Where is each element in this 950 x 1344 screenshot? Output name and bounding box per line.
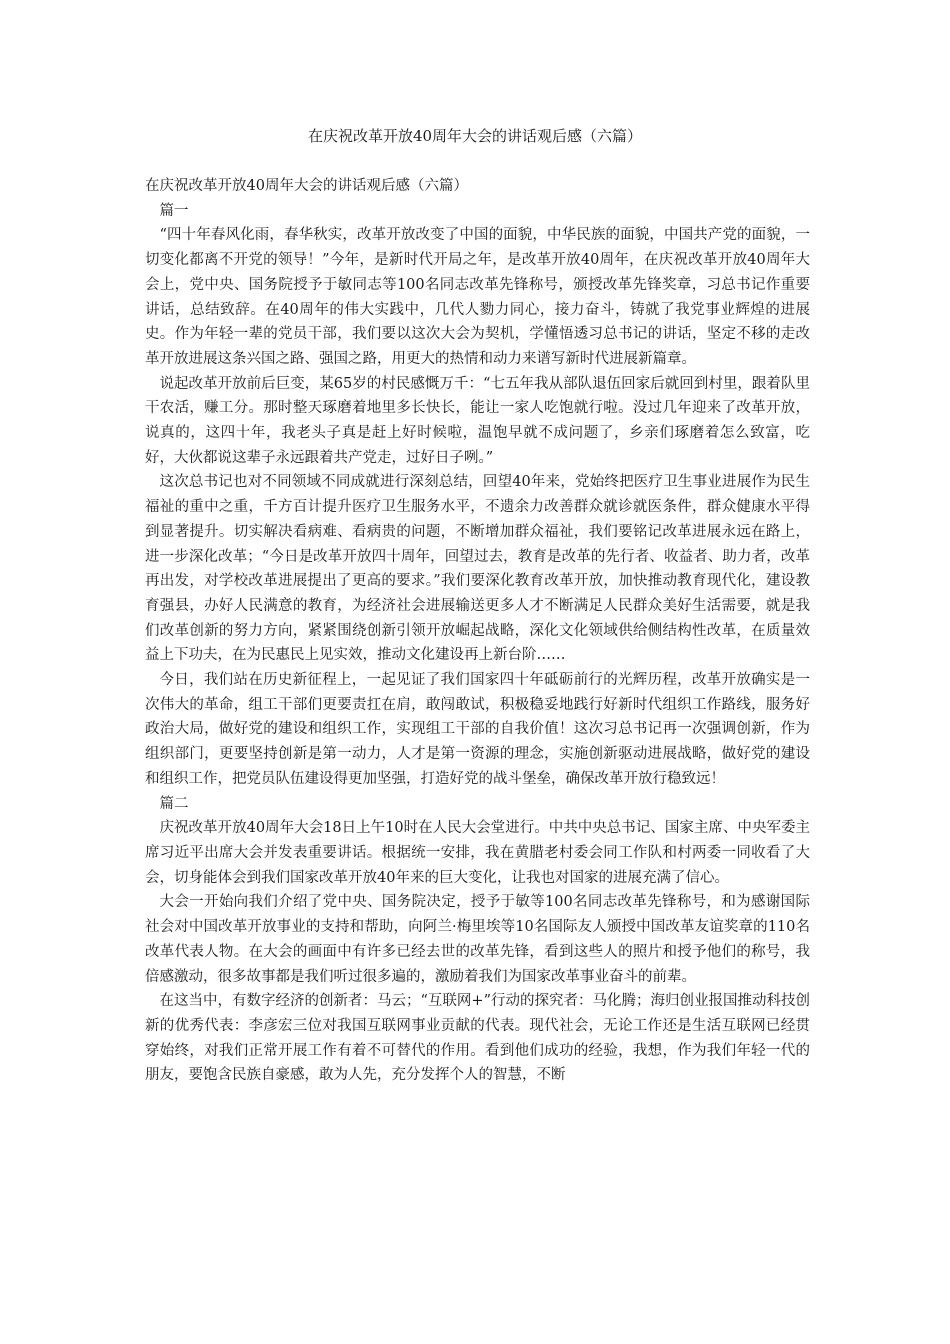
section-heading-1: 篇一	[159, 202, 189, 219]
paragraph: “四十年春风化雨，春华秋实，改革开放改变了中国的面貌，中华民族的面貌，中国共产党的面貌，一切变化都离不开党的领导！”今年，是新时代开局之年，是改革开放40周年，在庆祝改革开放40周年大会上，党中央、国务院授予于敏同志等100名同志改革先锋称号，颁授改革先锋奖章，习总书记作重要讲话，总结致辞。在40周年的伟大实践中，几代人勠力同心，接力奋斗，铸就了我党事业辉煌的进展史。作为年轻一辈的党员干部，我们要以这次大会为契机，学懂悟透习总书记的讲话，坚定不移的走改革开放进展这条兴国之路、强国之路，用更大的热情和动力来谱写新时代进展新篇章。	[145, 227, 810, 367]
paragraph: 今日，我们站在历史新征程上，一起见证了我们国家四十年砥砺前行的光辉历程，改革开放确实是一次伟大的革命，组工干部们更要责扛在肩，敢闯敢试，积极稳妥地践行好新时代组织工作路线，服务好政治大局，做好党的建设和组织工作，实现组工干部的自我价值！这次习总书记再一次强调创新，作为组织部门，更要坚持创新是第一动力，人才是第一资源的理念，实施创新驱动进展战略，做好党的建设和组织工作，把党员队伍建设得更加坚强，打造好党的战斗堡垒，确保改革开放行稳致远！	[145, 672, 810, 787]
paragraph: 说起改革开放前后巨变，某65岁的村民感慨万千：“七五年我从部队退伍回家后就回到村里，跟着队里干农活，赚工分。那时整天琢磨着地里多长快长，能让一家人吃饱就行啦。没过几年迎来了改革开放，说真的，这四十年，我老头子真是赶上好时候啦，温饱早就不成问题了，乡亲们琢磨着怎么致富，吃好，大伙都说这辈子永远跟着共产党走，过好日子咧。”	[145, 375, 810, 466]
document-body	[145, 174, 810, 1088]
section-heading-2: 篇二	[159, 795, 189, 812]
paragraph: 大会一开始向我们介绍了党中央、国务院决定，授予于敏等100名同志改革先锋称号，和为感谢国际社会对中国改革开放事业的支持和帮助，向阿兰·梅里埃等10名国际友人颁授中国改革友谊奖章的110名改革代表人物。在大会的画面中有许多已经去世的改革先锋，看到这些人的照片和授予他们的称号，我倍感激动，很多故事都是我们听过很多遍的，激励着我们为国家改革事业奋斗的前辈。	[145, 894, 810, 985]
paragraph: 这次总书记也对不同领域不同成就进行深刻总结，回望40年来，党始终把医疗卫生事业进展作为民生福祉的重中之重，千方百计提升医疗卫生服务水平，不遗余力改善群众就诊就医条件，群众健康水平得到显著提升。切实解决看病难、看病贵的问题，不断增加群众福祉，我们要铭记改革进展永远在路上，进一步深化改革；“今日是改革开放四十周年，回望过去，教育是改革的先行者、收益者、助力者，改革再出发，对学校改革进展提出了更高的要求。”我们要深化教育改革开放，加快推动教育现代化，建设教育强县，办好人民满意的教育，为经济社会进展输送更多人才不断满足人民群众美好生活需要，就是我们改革创新的努力方向，紧紧围绕创新引领开放崛起战略，深化文化领域供给侧结构性改革，在质量效益上下功夫，在为民惠民上见实效，推动文化建设再上新台阶……	[145, 474, 810, 664]
document-title: 在庆祝改革开放40周年大会的讲话观后感（六篇）	[307, 127, 643, 145]
document-subtitle: 在庆祝改革开放40周年大会的讲话观后感（六篇）	[145, 178, 468, 194]
paragraph: 在这当中，有数字经济的创新者：马云；“互联网+”行动的探究者：马化腾；海归创业报国推动科技创新的优秀代表：李彦宏三位对我国互联网事业贡献的代表。现代社会，无论工作还是生活互联网已经贯穿始终，对我们正常开展工作有着不可替代的作用。看到他们成功的经验，我想，作为我们年轻一代的朋友，要饱含民族自豪感，敢为人先，充分发挥个人的智慧，不断	[145, 993, 810, 1084]
paragraph: 庆祝改革开放40周年大会18日上午10时在人民大会堂进行。中共中央总书记、国家主席、中央军委主席习近平出席大会并发表重要讲话。根据统一安排，我在黄腊老村委会同工作队和村两委一同收看了大会，切身能体会到我们国家改革开放40年来的巨大变化，让我也对国家的进展充满了信心。	[145, 820, 810, 886]
